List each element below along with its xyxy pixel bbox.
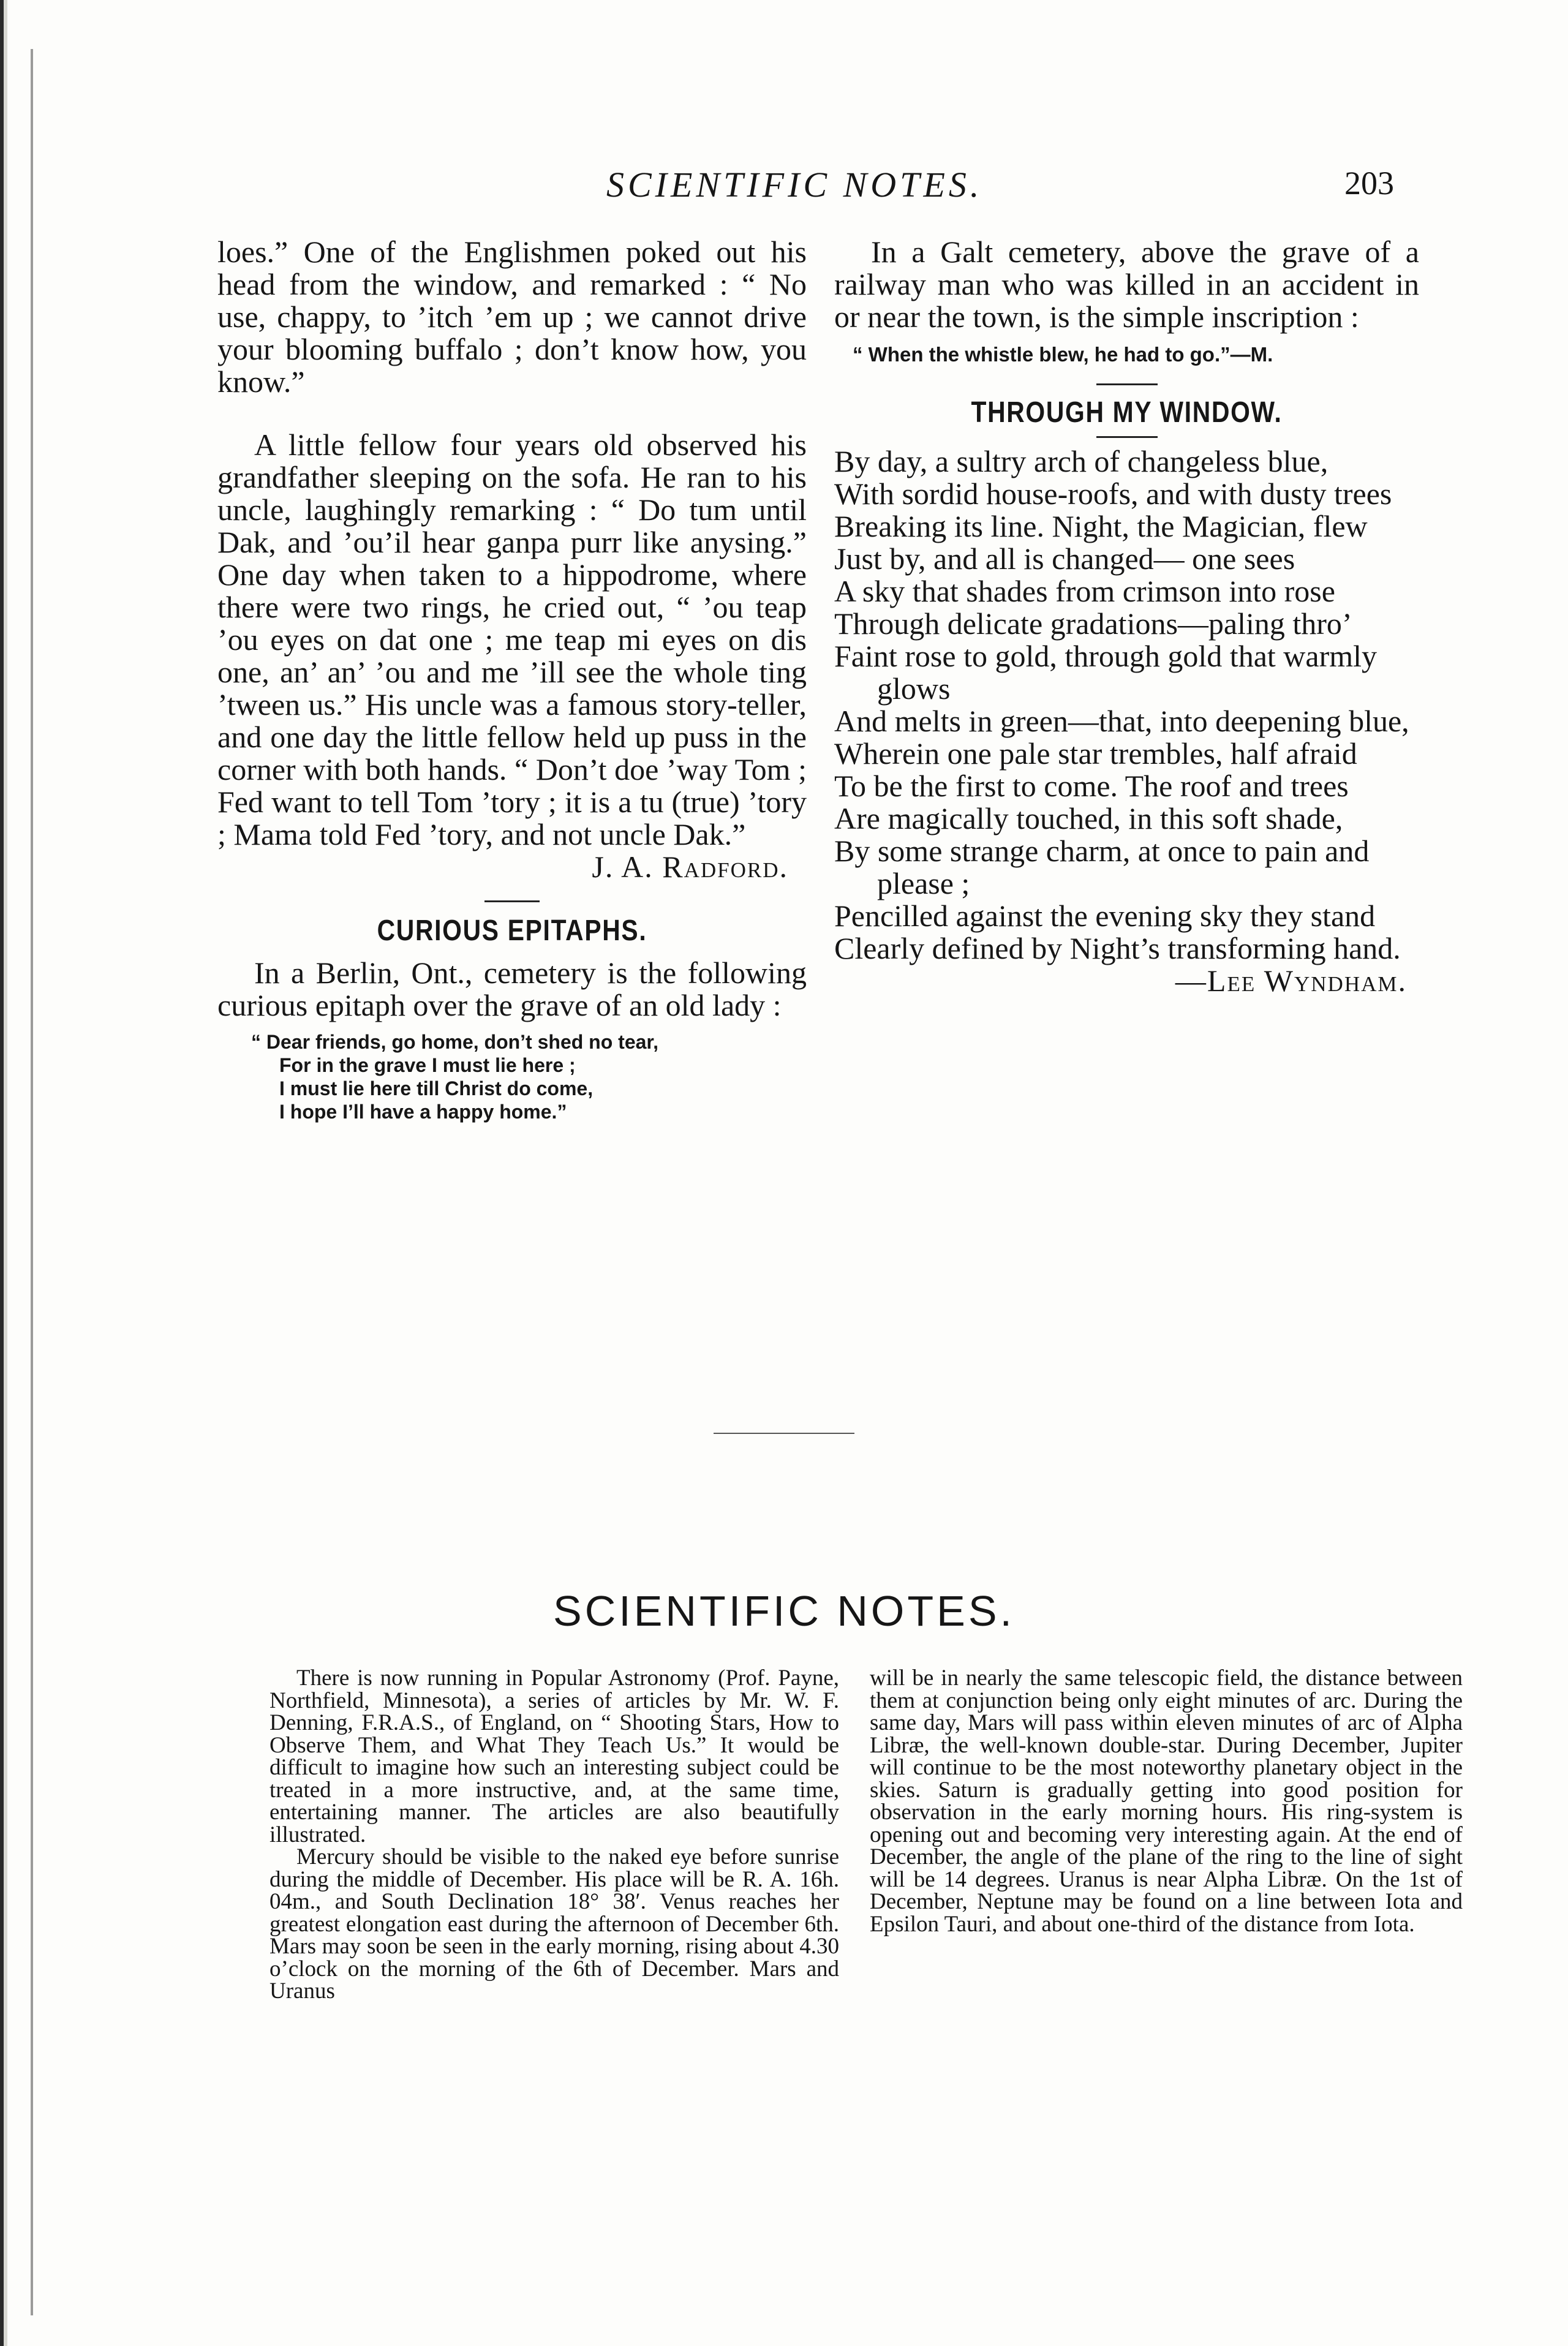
poem-line: Through delicate gradations—paling thro’: [834, 606, 1352, 641]
poem-line: Pencilled against the evening sky they stand: [834, 899, 1376, 933]
popular-astronomy-paragraph: There is now running in Popular Astronomy (Prof. Payne, Northfield, Minnesota), a series of articles by Mr. W. F. Denning, F.R.A.S., of England, on “ Shooting Stars, How to Observe Them, and What They Teach Us.” It would be difficult to imagine how such an interesting subject could be treated in a more instructive, and, at the same time, entertaining manner. The articles are also beautifully illustrated.: [270, 1665, 839, 1847]
section-rule: [1096, 383, 1158, 385]
poem-body: [834, 445, 1419, 965]
mars-uranus-paragraph: will be in nearly the same telescopic field, the distance between them at conjunction being only eight minutes of arc. During the same day, Mars will pass within eleven minutes of arc of Alpha Libræ, the well-known double-star. During December, Jupiter will continue to be the most noteworthy planetary object in the skies. Saturn is gradually getting into good position for observation in the early morning hours. His ring-system is opening out and becoming very interesting again. At the end of December, the angle of the plane of the ring to the line of sight will be 14 degrees. Uranus is near Alpha Libræ. On the 1st of December, Neptune may be found on a line between Iota and Epsilon Tauri, and about one-third of the distance from Iota.: [870, 1665, 1463, 1937]
poem-line: By day, a sultry arch of changeless blue,: [834, 444, 1329, 478]
notes-column-1: [270, 1667, 839, 2003]
epitaph-line: “ Dear friends, go home, don’t shed no tear,: [251, 1031, 658, 1053]
mercury-paragraph: Mercury should be visible to the naked eye before sunrise during the middle of December. His place will be R. A. 16h. 04m., and South Declination 18° 38′. Venus reaches her greatest elongation east during the afternoon of December 6th. Mars may soon be seen in the early morning, rising about 4.30 o’clock on the morning of the 6th of December. Mars and Uranus: [270, 1844, 839, 2004]
epitaph-line: I must lie here till Christ do come,: [279, 1077, 594, 1099]
poem-line: Breaking its line. Night, the Magician, flew: [834, 509, 1368, 543]
poem-line: And melts in green—that, into deepening blue,: [834, 704, 1409, 738]
galt-paragraph: In a Galt cemetery, above the grave of a railway man who was killed in an accident in or near the town, is the simple inscription :: [834, 235, 1419, 334]
epitaph-verse: [251, 1030, 807, 1123]
binding-shadow: [31, 49, 33, 2315]
poem-line: Just by, and all is changed— one sees: [834, 541, 1295, 576]
poem-line: Faint rose to gold, through gold that warmly glows: [834, 639, 1378, 706]
right-column: [834, 236, 1419, 997]
poem-line: By some strange charm, at once to pain and please ;: [834, 834, 1370, 900]
galt-quote: “ When the whistle blew, he had to go.”—M.: [853, 343, 1273, 366]
grandfather-paragraph: A little fellow four years old observed his grandfather sleeping on the sofa. He ran to his uncle, laughingly remarking : “ Do tum until Dak, and ’ou’il hear ganpa purr like anysing.” One day when taken to a hippodrome, where there were two rings, he cried out, “ ’ou teap ’ou eyes on dat one ; me teap mi eyes on dis one, an’ an’ ’ou and me ’ill see the whole ting ’tween us.” His uncle was a famous story-teller, and one day the little fellow held up puss in the corner with both hands. “ Don’t doe ’way Tom ; Fed want to tell Tom ’tory ; it is a tu (true) ’tory ; Mama told Fed ’tory, and not uncle Dak.”: [217, 428, 807, 851]
poem-line: Are magically touched, in this soft shade,: [834, 801, 1343, 835]
poem-line: To be the first to come. The roof and trees: [834, 769, 1349, 803]
epitaphs-intro: In a Berlin, Ont., cemetery is the following curious epitaph over the grave of an old lady :: [217, 956, 807, 1022]
epitaph-line: For in the grave I must lie here ;: [279, 1054, 576, 1076]
through-my-window-heading: THROUGH MY WINDOW.: [971, 396, 1283, 429]
page-divider: [714, 1433, 854, 1434]
section-rule: [1096, 436, 1158, 438]
scientific-notes-title: SCIENTIFIC NOTES.: [553, 1587, 1015, 1635]
poem-line: Clearly defined by Night’s transforming hand.: [834, 931, 1401, 965]
left-column: [217, 236, 807, 1123]
binding-edge: [0, 0, 48, 2346]
curious-epitaphs-heading: CURIOUS EPITAPHS.: [377, 915, 647, 947]
poem-author: —Lee Wyndham.: [1175, 964, 1407, 998]
poem-line: Wherein one pale star trembles, half afraid: [834, 736, 1357, 771]
poem-line: With sordid house-roofs, and with dusty trees: [834, 477, 1392, 511]
buffalo-paragraph: loes.” One of the Englishmen poked out his head from the window, and remarked : “ No use, chappy, to ’itch ’em up ; we cannot drive your blooming buffalo ; don’t know how, you know.”: [217, 235, 807, 399]
epitaph-line: I hope I’ll have a happy home.”: [279, 1101, 567, 1123]
page-number: 203: [1344, 165, 1394, 202]
section-rule: [484, 900, 540, 902]
running-title: SCIENTIFIC NOTES.: [606, 165, 983, 205]
signature-radford: J. A. Radford.: [592, 850, 788, 884]
poem-line: A sky that shades from crimson into rose: [834, 574, 1335, 608]
notes-column-2: [870, 1667, 1463, 1936]
